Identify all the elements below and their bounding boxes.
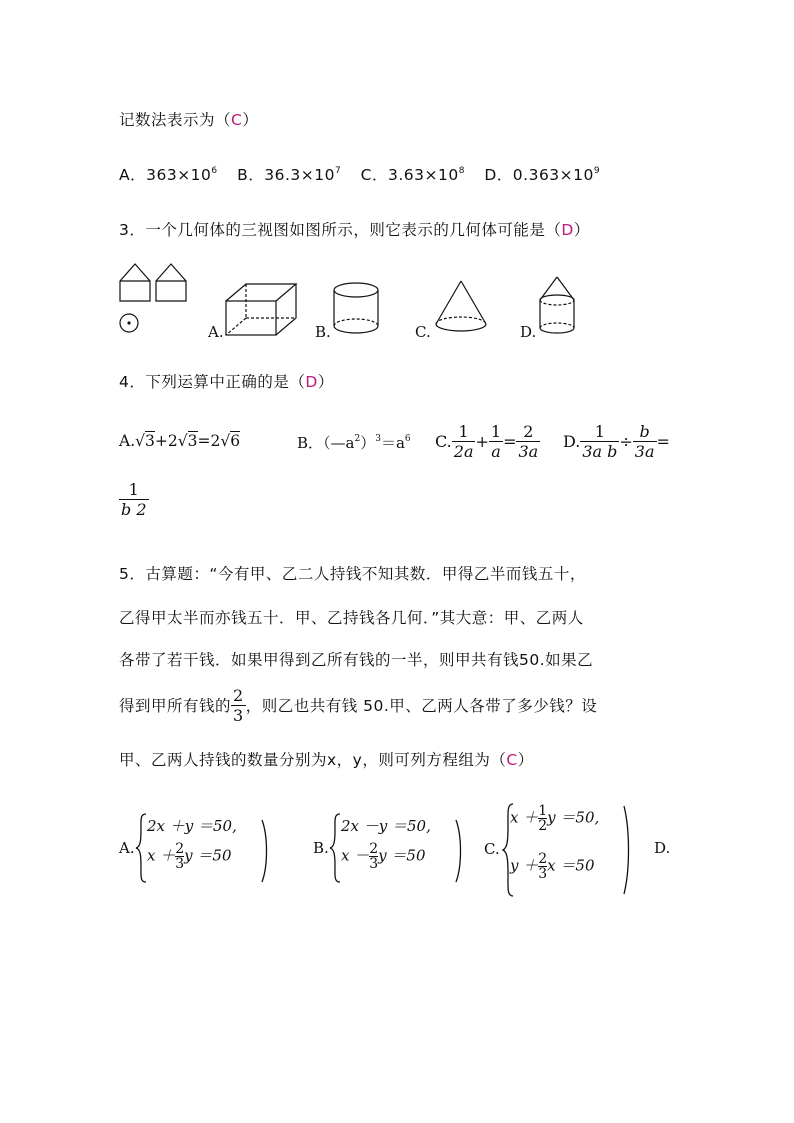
cone-icon	[432, 278, 490, 338]
q4-d-fraction1	[580, 422, 619, 461]
q4-answer: D	[305, 373, 318, 391]
q5-line-5	[119, 748, 534, 770]
q2-option-d-label: D．	[484, 166, 513, 184]
q5-c-eq1	[510, 804, 599, 833]
q5-option-b-label: B.	[313, 839, 329, 857]
cuboid-icon	[222, 280, 302, 340]
q5-option-d-label: D.	[654, 839, 671, 857]
q2-option-b-exp: 7	[334, 166, 342, 176]
q5-a-eq2-den: 3	[175, 856, 185, 872]
q2-option-a-exp: 6	[211, 166, 218, 176]
q4-b-mid: ）	[360, 434, 376, 452]
cone-cylinder-icon	[534, 274, 580, 338]
q5-b-eq2-num: 2	[369, 841, 379, 857]
q4-option-c-label: C.	[435, 431, 452, 451]
q2-option-d-exp: 9	[593, 166, 601, 176]
q3-close: ）	[573, 221, 590, 239]
q5-b-eq1: 2x －y ＝50,	[341, 817, 431, 835]
q4-c-f2-num: 1	[490, 421, 502, 441]
q2-option-c-value: 3.63×10	[387, 166, 459, 184]
left-brace-icon	[134, 812, 148, 884]
right-paren-icon	[454, 818, 464, 884]
q4-option-a	[119, 432, 240, 450]
q5-c-eq2-pre: y ＋	[510, 856, 539, 875]
q5-line4-pre: 得到甲所有钱的	[119, 697, 232, 715]
q5-c-eq1-pre: x ＋	[510, 808, 539, 827]
q5-two-thirds	[231, 686, 246, 725]
q4-c-f2-den: a	[489, 441, 503, 461]
q5-c-eq1-frac	[538, 804, 547, 833]
q5-a-eq2-frac	[175, 842, 184, 871]
q5-c-eq1-den: 2	[538, 818, 548, 834]
q2-option-c-exp: 8	[458, 166, 465, 176]
q4-d-fraction2	[633, 422, 657, 461]
q4-a-radicand3: 6	[230, 432, 241, 450]
q5-c-eq2-num: 2	[538, 851, 548, 867]
q2-option-a	[119, 166, 218, 184]
q4-b-exp3: 3	[375, 434, 381, 444]
q4-a-radicand1: 3	[145, 432, 155, 450]
q4-stem-text: 4．下列运算中正确的是（	[119, 373, 306, 391]
q5-option-c	[484, 800, 644, 900]
q5-line-4	[119, 682, 597, 728]
q4-b-exp2: 2	[354, 434, 361, 444]
q4-d-f1-den: 3a b	[582, 441, 618, 461]
q5-a-eq2-num: 2	[175, 841, 185, 857]
q5-line4-post: ，则乙也共有钱 50.甲、乙两人各带了多少钱？设	[245, 697, 598, 715]
q5-b-eq2-den: 3	[369, 856, 379, 872]
sqrt-icon: √	[135, 432, 146, 450]
q2-option-d-value: 0.363×10	[512, 166, 594, 184]
q4-a-eq: =2	[197, 432, 221, 450]
q5-a-eq1: 2x ＋y ＝50,	[147, 817, 237, 835]
q3-stem-text: 3．一个几何体的三视图如图所示，则它表示的几何体可能是（	[119, 221, 562, 239]
q2-option-c-label: C．	[360, 166, 388, 184]
q2-intro-text: 记数法表示为（	[119, 111, 232, 129]
q2-answer: C	[231, 111, 243, 129]
q5-a-eq2	[147, 842, 232, 871]
q4-option-d	[563, 418, 670, 464]
q4-d-div: ÷	[619, 431, 633, 451]
q4-c-fraction2	[489, 422, 503, 461]
q2-option-a-label: A．	[119, 166, 147, 184]
right-paren-icon	[260, 818, 270, 884]
q5-line4-num: 2	[233, 685, 244, 705]
q5-option-b	[313, 812, 473, 887]
q4-d-res-num: 1	[128, 480, 139, 499]
q4-c-fraction1	[452, 422, 476, 461]
q4-d-f1-num: 1	[594, 421, 605, 441]
q4-d-result	[119, 480, 149, 519]
q2-option-d	[484, 166, 600, 184]
q5-b-eq2-pre: x －	[341, 846, 370, 865]
q4-a-radicand2: 3	[187, 432, 198, 450]
q4-option-c	[435, 418, 540, 464]
q4-c-plus: +	[475, 431, 489, 451]
q3-option-c-label: C.	[415, 323, 431, 341]
q4-c-f3-den: 3a	[518, 441, 539, 461]
q3-answer: D	[561, 221, 574, 239]
q5-line4-den: 3	[233, 705, 244, 725]
q2-close: ）	[242, 111, 259, 129]
front-view-icon	[120, 264, 150, 301]
cylinder-icon	[330, 280, 382, 338]
q4-d-f2-den: 3a	[634, 441, 655, 461]
q5-option-a-label: A.	[119, 839, 135, 857]
q5-close: ）	[517, 751, 534, 769]
q5-option-c-label: C.	[484, 840, 500, 858]
q5-answer: C	[506, 751, 518, 769]
q5-c-eq2-post: x ＝50	[547, 856, 595, 875]
q3-option-d-label: D.	[520, 323, 537, 341]
q5-line-2: 乙得甲太半而亦钱五十．甲、乙持钱各几何．”其大意：甲、乙两人	[119, 609, 584, 627]
q5-c-eq2-den: 3	[538, 866, 548, 882]
q4-c-f3-num: 2	[523, 421, 534, 441]
q2-options	[119, 163, 600, 185]
q4-c-eq: =	[503, 431, 517, 451]
q5-c-eq1-post: y ＝50,	[547, 808, 600, 827]
side-view-icon	[156, 264, 186, 301]
q5-b-eq2-post: y ＝50	[378, 846, 426, 865]
sqrt-icon: √	[220, 432, 231, 450]
q2-option-b-value: 36.3×10	[264, 166, 335, 184]
q4-d-eq: =	[656, 431, 670, 451]
q4-b-exp6: 6	[404, 434, 411, 444]
q4-stem	[119, 370, 334, 392]
q3-option-b-label: B.	[315, 323, 331, 341]
q4-option-b-label: B．	[297, 434, 324, 452]
q4-c-fraction3	[516, 422, 540, 461]
q2-intro-line	[119, 108, 258, 130]
q4-d-res-den: b 2	[121, 500, 147, 519]
q5-a-eq2-post: y ＝50	[184, 846, 232, 865]
q5-b-eq2-frac	[369, 842, 378, 871]
q4-d-f2-num: b	[639, 421, 650, 441]
q5-b-eq2	[341, 842, 426, 871]
q5-option-a	[119, 812, 279, 887]
q4-option-a-label: A.	[119, 432, 136, 450]
q5-c-eq2	[510, 852, 595, 881]
q5-a-eq2-pre: x ＋	[147, 846, 176, 865]
q2-option-a-value: 363×10	[146, 166, 212, 184]
q4-option-d-label: D.	[563, 431, 581, 451]
q4-close: ）	[317, 373, 334, 391]
q4-c-f1-den: 2a	[453, 441, 474, 461]
q2-option-c	[361, 166, 465, 184]
q4-a-plus: +2	[154, 432, 178, 450]
q5-c-eq2-frac	[538, 852, 547, 881]
sqrt-icon: √	[177, 432, 188, 450]
q2-option-b	[237, 166, 341, 184]
q4-c-f1-num: 1	[458, 421, 469, 441]
q5-c-eq1-num: 1	[538, 803, 548, 819]
q3-option-a-label: A.	[208, 323, 224, 341]
q4-b-right: ＝a	[380, 434, 405, 452]
right-paren-icon	[622, 804, 632, 896]
q4-d-result-fraction	[119, 480, 149, 519]
q3-stem	[119, 218, 590, 240]
q5-line-3: 各带了若干钱．如果甲得到乙所有钱的一半，则甲共有钱50.如果乙	[119, 651, 594, 669]
q2-option-b-label: B．	[237, 166, 265, 184]
left-brace-icon	[328, 812, 342, 884]
q4-option-b	[297, 432, 411, 453]
q5-line-1: 5．古算题：“今有甲、乙二人持钱不知其数．甲得乙半而钱五十，	[119, 565, 586, 583]
q5-option-d	[654, 839, 670, 857]
q4-b-left: （—a	[323, 434, 355, 452]
three-view-figure	[118, 258, 198, 338]
q5-line5-text: 甲、乙两人持钱的数量分别为x，y，则可列方程组为（	[119, 751, 507, 769]
